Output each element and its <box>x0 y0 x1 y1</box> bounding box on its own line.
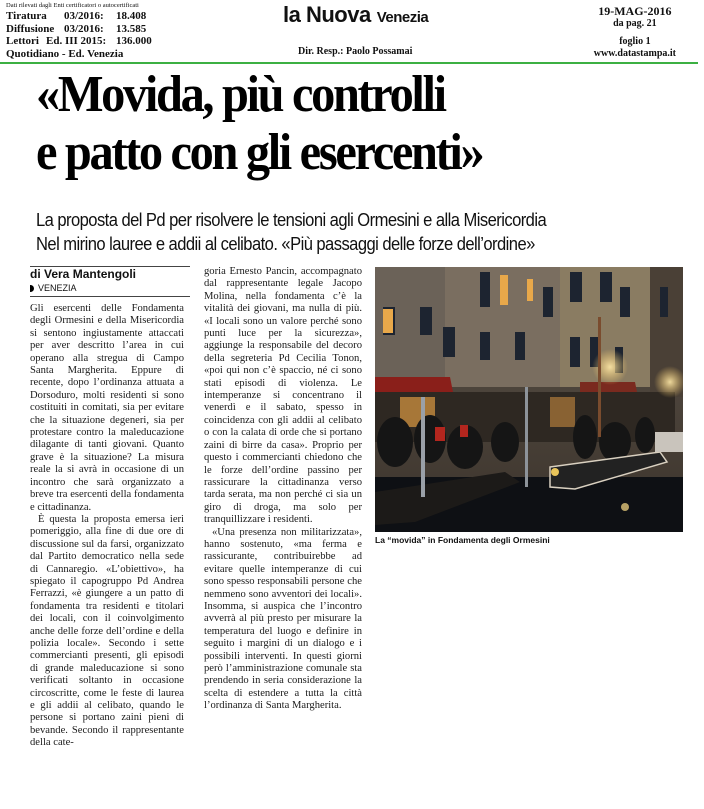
stat-label: Tiratura <box>6 10 47 22</box>
awning <box>375 377 453 392</box>
stat-row <box>6 10 152 23</box>
publication-type: Quotidiano - Ed. Venezia <box>6 47 124 60</box>
paragraph: È questa la proposta emersa ieri pomeriggio, alla fine di due ore di discussione sul da farsi, organizzato dal Partito democratico nella sede di Cannaregio. «L’obiettivo», ha spiegato il capogruppo Pd Andrea Ferrazzi, «è giungere a un patto di fondamenta tra residenti e titolari dei locali, con il coinvolgimento anche delle forze dell’ordine e della polizia locale». Secondo i sette commercianti presenti, gli episodi di grande maleducazione si sono verificati soltanto in occasione circoscritte, come le feste di laurea e gli addii al celibato, quando le persone si portano zaini pieni di bevande. Secondo il rappresentante della cate- <box>30 513 184 749</box>
headline <box>36 66 657 182</box>
stat-value: 18.408 <box>116 10 147 22</box>
mooring-pole <box>421 397 425 497</box>
mooring-pole <box>598 317 601 437</box>
boat <box>655 432 683 452</box>
dateline-location: VENEZIA <box>38 283 77 293</box>
photo-caption: La “movida” in Fondamenta degli Ormesini <box>375 535 550 545</box>
canal-night-scene-image <box>375 267 683 532</box>
header-divider <box>0 62 698 64</box>
byline-divider <box>30 296 190 297</box>
paragraph: «Una presenza non militarizzata», hanno sostenuto, «ma ferma e rassicurante, contribuirebbe ad evitare quelle intemperanze di cui sono spesso responsabili persone che nemmeno sono avventori dei locali». Insomma, si auspica che l’incontro avverrà al più presto per misurare la temperatura del luogo e definire in seguito i margini di un dialogo e i possibili interventi. In questi giorni però l’amministrazione comunale sta prendendo in seria considerazione la scelta di estendere a tutta la città l’ordinanza di Santa Margherita. <box>204 526 362 712</box>
logo-main: la Nuova <box>283 2 371 27</box>
stat-row <box>6 23 152 36</box>
dateline-marker-icon <box>30 285 34 292</box>
stat-value: 13.585 <box>116 22 147 35</box>
from-page: da pag. 21 <box>613 18 657 29</box>
stat-period: Ed. III 2015: <box>46 35 107 47</box>
newspaper-logo <box>283 2 428 28</box>
subhead-line: La proposta del Pd per risolvere le tensioni agli Ormesini e alla Misericordia <box>36 210 547 230</box>
stat-row <box>6 35 152 48</box>
article-column-2 <box>204 266 362 713</box>
stat-label: Lettori <box>6 35 39 47</box>
paragraph: goria Ernesto Pancin, accompagnato dal rappresentante legale Jacopo Molina, nella fondamenta c’è la vitalità dei giovani, ma nulla di più. «I locali sono un valore perché sono punti luce per la sicurezza», aggiunge la responsabile del decoro della segreteria Pd Cecilia Tonon, «poi qui non c’è spaccio, né ci sono stati episodi di violenza. Le intemperanze si concentrano il venerdì e il sabato, spesso in coincidenza con gli addii al celibato o con la calata di orde che si portano zaini di birre da casa». Proprio per questo i commercianti chiedono che le forze dell’ordine passino per rassicurare la cittadinanza verso tarda serata, ma non perché ci sia un giro di droga, ma solo per tranquillizzare i residenti. <box>204 266 362 526</box>
circulation-stats <box>6 2 152 60</box>
sheet-number: foglio 1 <box>619 36 651 47</box>
website-link[interactable]: www.datastampa.it <box>593 48 676 59</box>
stat-value: 136.000 <box>116 35 152 47</box>
stat-period: 03/2016: <box>64 10 104 22</box>
dateline <box>30 283 77 293</box>
logo-edition: Venezia <box>376 9 429 26</box>
article-column-1 <box>30 303 184 750</box>
stat-period: 03/2016: <box>64 22 104 35</box>
headline-line: «Movida, più controlli <box>36 66 445 123</box>
source-note: Dati rilevati dagli Enti certificatori o autocertificati <box>6 2 139 9</box>
article-photo <box>375 267 683 532</box>
issue-info <box>594 4 676 60</box>
issue-date: 19-MAG-2016 <box>598 4 672 18</box>
stat-label: Diffusione <box>6 22 55 35</box>
subhead-line: Nel mirino lauree e addii al celibato. «Più passaggi delle forze dell’ordine» <box>36 234 535 254</box>
headline-line: e patto con gli esercenti» <box>36 124 483 181</box>
page-header <box>0 0 704 62</box>
mooring-pole <box>525 387 528 487</box>
director: Dir. Resp.: Paolo Possamai <box>298 46 413 57</box>
byline: di Vera Mantengoli <box>30 267 137 281</box>
subheadline <box>36 208 651 256</box>
paragraph: Gli esercenti delle Fondamenta degli Ormesini e della Misericordia si sentono ingiustamente attaccati per aver descritto l’area in cui operano alla stregua di Campo Santa Margherita. Eppure di recente, dopo l’ordinanza attuata a Dorsoduro, molti residenti si sono costituiti in comitati, sia per evitare che la situazione degeneri, sia per protestare contro la maleducazione dilagante di tanti giovani. Quanto grave è la situazione? La misura reale la si avrà in occasione di un incontro che sarà organizzato a breve tra esercenti della fondamenta e cittadinanza. <box>30 303 184 513</box>
